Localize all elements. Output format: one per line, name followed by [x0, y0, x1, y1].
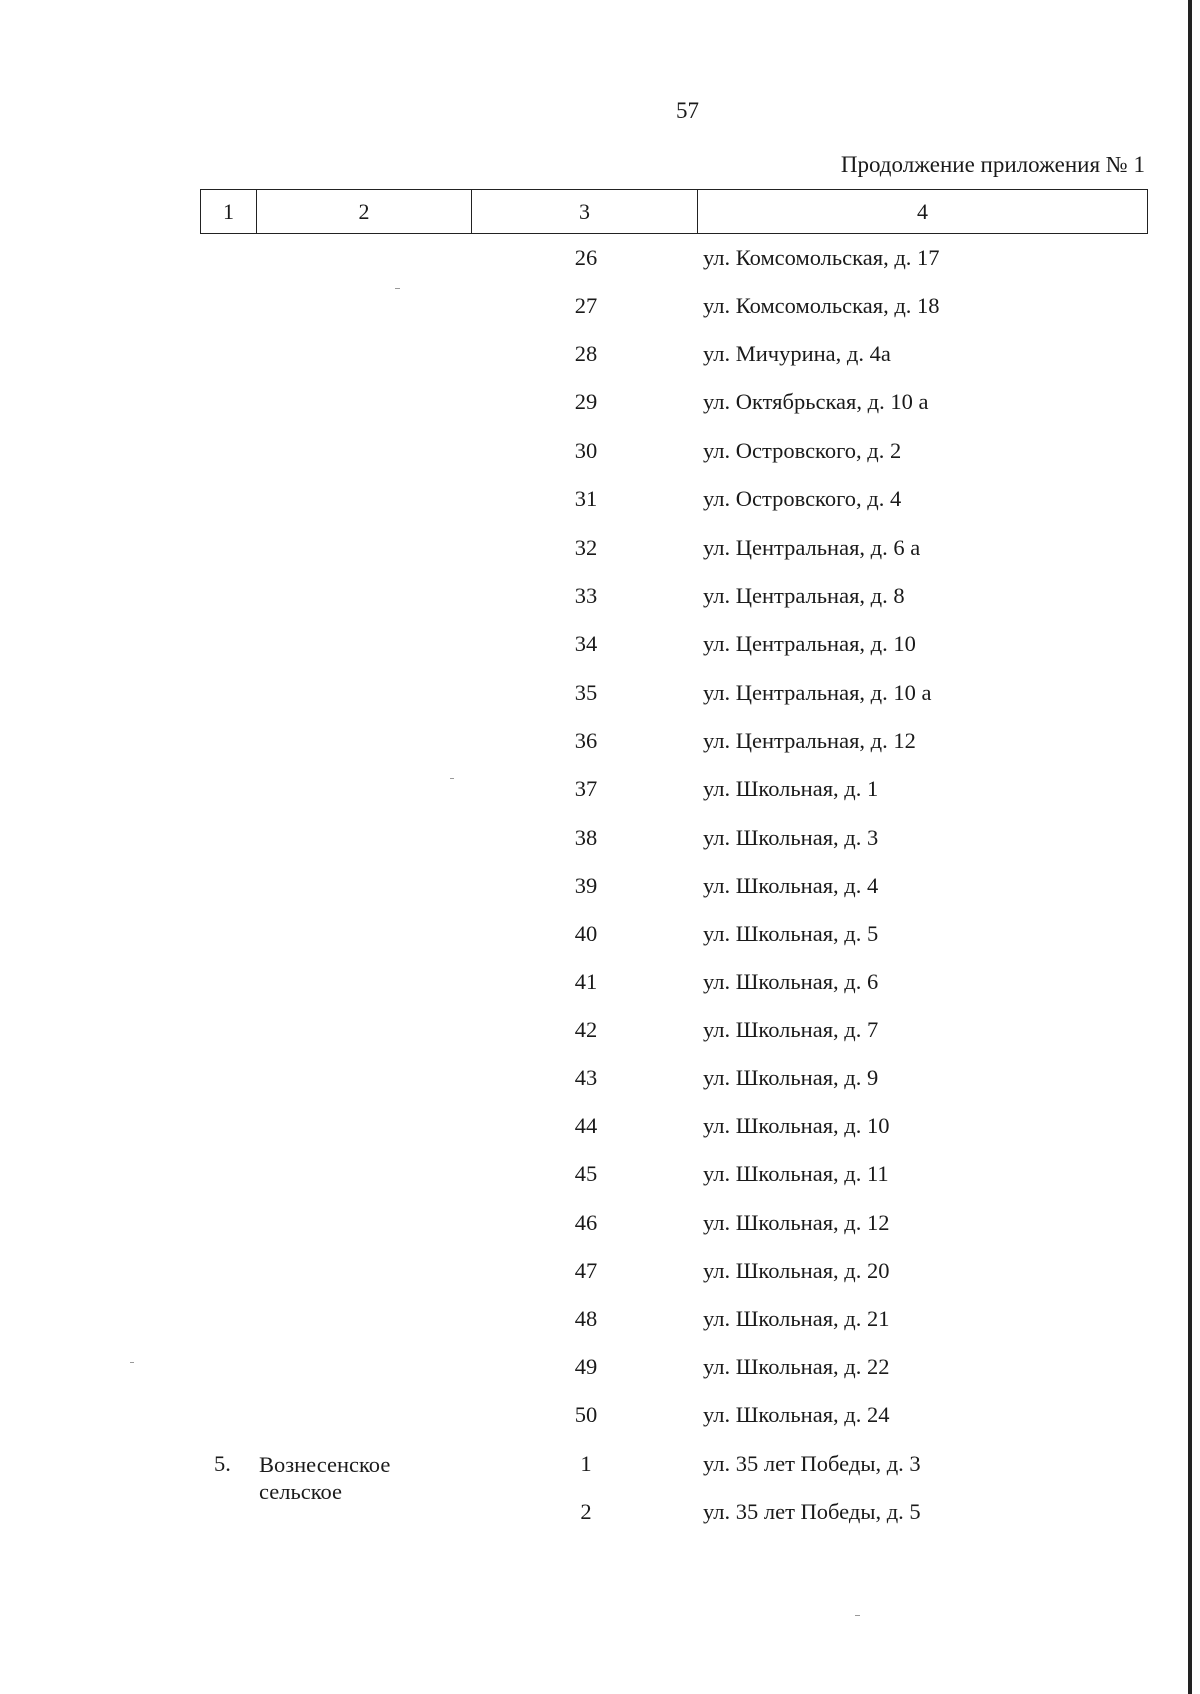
- table-row: [0, 969, 1200, 999]
- row-address: ул. Школьная, д. 5: [703, 921, 879, 946]
- row-number: 45: [574, 1161, 598, 1186]
- row-number: 31: [574, 486, 598, 511]
- scan-speck: [130, 1362, 134, 1363]
- row-number: 41: [574, 969, 598, 994]
- header-col-3: 3: [472, 190, 698, 234]
- table-row: [0, 1451, 1200, 1481]
- row-address: ул. Школьная, д. 3: [703, 825, 879, 850]
- table-row: [0, 1402, 1200, 1432]
- row-address: ул. Школьная, д. 7: [703, 1017, 879, 1042]
- table-row: [0, 1258, 1200, 1288]
- row-number: 48: [574, 1306, 598, 1331]
- table-row: [0, 1354, 1200, 1384]
- table-row: [0, 535, 1200, 565]
- scan-speck: [450, 778, 454, 779]
- table-row: [0, 245, 1200, 275]
- row-address: ул. Школьная, д. 24: [703, 1402, 890, 1427]
- table-row: [0, 1161, 1200, 1191]
- row-number: 30: [574, 438, 598, 463]
- row-address: ул. Центральная, д. 6 а: [703, 535, 921, 560]
- row-number: 40: [574, 921, 598, 946]
- row-number: 38: [574, 825, 598, 850]
- row-address: ул. Школьная, д. 9: [703, 1065, 879, 1090]
- row-address: ул. Школьная, д. 4: [703, 873, 879, 898]
- header-col-4: 4: [698, 190, 1148, 234]
- row-address: ул. 35 лет Победы, д. 3: [703, 1451, 921, 1476]
- table-row: [0, 583, 1200, 613]
- district-index: 5.: [214, 1451, 231, 1476]
- scan-speck: [855, 1615, 860, 1616]
- row-address: ул. Островского, д. 2: [703, 438, 902, 463]
- row-number: 28: [574, 341, 598, 366]
- row-address: ул. Школьная, д. 11: [703, 1161, 889, 1186]
- row-address: ул. Центральная, д. 12: [703, 728, 916, 753]
- row-address: ул. Октябрьская, д. 10 а: [703, 389, 929, 414]
- table-row: [0, 728, 1200, 758]
- row-number: 33: [574, 583, 598, 608]
- table-row: [0, 1210, 1200, 1240]
- table-row: [0, 1499, 1200, 1529]
- row-address: ул. Центральная, д. 8: [703, 583, 905, 608]
- table-row: [0, 341, 1200, 371]
- row-number: 50: [574, 1402, 598, 1427]
- table-row: [0, 776, 1200, 806]
- row-address: ул. Школьная, д. 6: [703, 969, 879, 994]
- row-address: ул. 35 лет Победы, д. 5: [703, 1499, 921, 1524]
- table-row: [0, 825, 1200, 855]
- row-number: 27: [574, 293, 598, 318]
- row-address: ул. Школьная, д. 1: [703, 776, 879, 801]
- scan-speck: [395, 288, 400, 289]
- row-address: ул. Школьная, д. 22: [703, 1354, 890, 1379]
- table-row: [0, 1017, 1200, 1047]
- table-row: [0, 680, 1200, 710]
- table-row: [0, 438, 1200, 468]
- table-row: [0, 921, 1200, 951]
- row-number: 47: [574, 1258, 598, 1283]
- row-address: ул. Центральная, д. 10 а: [703, 680, 932, 705]
- header-col-1: 1: [201, 190, 257, 234]
- table-row: [0, 1306, 1200, 1336]
- row-number: 37: [574, 776, 598, 801]
- row-address: ул. Школьная, д. 20: [703, 1258, 890, 1283]
- district-name-line-2: сельское: [259, 1479, 343, 1504]
- district-name: [259, 1451, 439, 1505]
- row-number: 32: [574, 535, 598, 560]
- row-number: 2: [580, 1499, 592, 1524]
- table-row: [0, 486, 1200, 516]
- row-number: 1: [580, 1451, 592, 1476]
- table-row: [0, 1113, 1200, 1143]
- table-header-row: [201, 190, 1148, 234]
- row-address: ул. Школьная, д. 12: [703, 1210, 890, 1235]
- row-number: 36: [574, 728, 598, 753]
- row-number: 39: [574, 873, 598, 898]
- row-address: ул. Школьная, д. 10: [703, 1113, 890, 1138]
- row-number: 26: [574, 245, 598, 270]
- header-col-2: 2: [257, 190, 472, 234]
- row-number: 42: [574, 1017, 598, 1042]
- row-number: 35: [574, 680, 598, 705]
- table-row: [0, 1065, 1200, 1095]
- row-address: ул. Школьная, д. 21: [703, 1306, 890, 1331]
- page-number: 57: [676, 98, 699, 123]
- table-row: [0, 293, 1200, 323]
- table-header: [200, 189, 1148, 234]
- table-row: [0, 873, 1200, 903]
- row-address: ул. Комсомольская, д. 17: [703, 245, 940, 270]
- annex-caption: Продолжение приложения № 1: [840, 152, 1145, 177]
- row-address: ул. Мичурина, д. 4а: [703, 341, 891, 366]
- row-number: 43: [574, 1065, 598, 1090]
- row-address: ул. Островского, д. 4: [703, 486, 902, 511]
- row-number: 49: [574, 1354, 598, 1379]
- table-row: [0, 389, 1200, 419]
- row-address: ул. Центральная, д. 10: [703, 631, 916, 656]
- row-address: ул. Комсомольская, д. 18: [703, 293, 940, 318]
- row-number: 44: [574, 1113, 598, 1138]
- table-row: [0, 631, 1200, 661]
- district-name-line-1: Вознесенское: [259, 1452, 391, 1477]
- row-number: 46: [574, 1210, 598, 1235]
- row-number: 29: [574, 389, 598, 414]
- row-number: 34: [574, 631, 598, 656]
